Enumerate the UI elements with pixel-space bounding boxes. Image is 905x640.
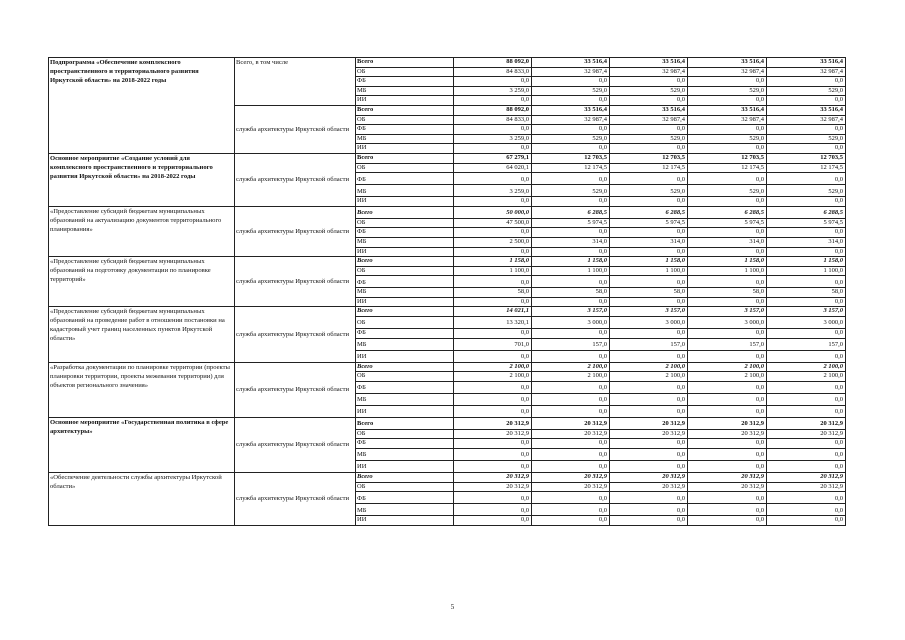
amount-cell: 0,0	[688, 77, 767, 87]
funding-source-cell: МБ	[356, 237, 454, 247]
executor-cell: служба архитектуры Иркутской области	[235, 362, 356, 417]
amount-cell: 0,0	[532, 144, 610, 154]
amount-cell: 12 174,5	[610, 163, 688, 173]
amount-cell: 1 158,0	[767, 257, 846, 267]
amount-cell: 0,0	[688, 276, 767, 288]
amount-cell: 0,0	[767, 228, 846, 238]
amount-cell: 3 157,0	[767, 307, 846, 317]
table-row	[49, 417, 846, 429]
amount-cell: 0,0	[688, 350, 767, 362]
amount-cell: 33 516,4	[532, 58, 610, 68]
funding-source-cell: ФБ	[356, 173, 454, 185]
amount-cell: 0,0	[532, 381, 610, 393]
amount-cell: 0,0	[610, 125, 688, 135]
amount-cell: 20 312,9	[688, 473, 767, 483]
amount-cell: 0,0	[688, 449, 767, 461]
executor-cell: служба архитектуры Иркутской области	[235, 473, 356, 526]
amount-cell: 0,0	[767, 504, 846, 516]
executor-cell: служба архитектуры Иркутской области	[235, 257, 356, 307]
amount-cell: 14 021,1	[454, 307, 532, 317]
amount-cell: 157,0	[610, 338, 688, 350]
amount-cell: 0,0	[454, 197, 532, 207]
funding-source-cell: ИИ	[356, 405, 454, 417]
amount-cell: 33 516,4	[688, 58, 767, 68]
amount-cell: 0,0	[610, 96, 688, 106]
activity-name: «Предоставление субсидий бюджетам муниципальных образований на проведение работ в отношении постановки на кадастровый учет границ населенных пунктов Иркутской области»	[49, 307, 235, 362]
amount-cell: 0,0	[454, 173, 532, 185]
amount-cell: 32 987,4	[688, 67, 767, 77]
amount-cell: 0,0	[767, 439, 846, 449]
table-row	[49, 362, 846, 372]
amount-cell: 20 312,9	[532, 473, 610, 483]
amount-cell: 529,0	[767, 185, 846, 197]
amount-cell: 0,0	[454, 449, 532, 461]
amount-cell: 0,0	[767, 329, 846, 339]
amount-cell: 6 288,5	[610, 206, 688, 218]
amount-cell: 32 987,4	[688, 115, 767, 125]
amount-cell: 20 312,9	[532, 482, 610, 492]
amount-cell: 0,0	[767, 381, 846, 393]
amount-cell: 0,0	[532, 77, 610, 87]
amount-cell: 0,0	[767, 247, 846, 257]
amount-cell: 0,0	[767, 449, 846, 461]
amount-cell: 3 000,0	[532, 317, 610, 329]
amount-cell: 2 100,0	[454, 362, 532, 372]
amount-cell: 3 157,0	[688, 307, 767, 317]
amount-cell: 314,0	[532, 237, 610, 247]
funding-source-cell: ОБ	[356, 115, 454, 125]
amount-cell: 0,0	[767, 96, 846, 106]
funding-source-cell: ФБ	[356, 439, 454, 449]
amount-cell: 5 974,5	[688, 218, 767, 228]
amount-cell: 1 100,0	[688, 266, 767, 276]
funding-source-cell: Всего	[356, 362, 454, 372]
funding-source-cell: ИИ	[356, 350, 454, 362]
amount-cell: 0,0	[532, 350, 610, 362]
amount-cell: 0,0	[454, 96, 532, 106]
activity-name: Подпрограмма «Обеспечение комплексного пространственного и территориального развития Иркутской области» на 2018-2022 годы	[49, 58, 235, 154]
amount-cell: 529,0	[610, 134, 688, 144]
amount-cell: 0,0	[688, 144, 767, 154]
amount-cell: 0,0	[767, 77, 846, 87]
amount-cell: 157,0	[532, 338, 610, 350]
funding-source-cell: МБ	[356, 449, 454, 461]
funding-source-cell: Всего	[356, 206, 454, 218]
amount-cell: 0,0	[767, 125, 846, 135]
activity-name: Основное мероприятие «Государственная политика в сфере архитектуры»	[49, 417, 235, 472]
amount-cell: 0,0	[688, 516, 767, 526]
amount-cell: 2 100,0	[610, 362, 688, 372]
amount-cell: 0,0	[688, 96, 767, 106]
amount-cell: 84 833,0	[454, 115, 532, 125]
amount-cell: 2 100,0	[454, 372, 532, 382]
amount-cell: 1 100,0	[610, 266, 688, 276]
amount-cell: 6 288,5	[767, 206, 846, 218]
activity-name: «Предоставление субсидий бюджетам муниципальных образований на подготовку документации по планировке территорий»	[49, 257, 235, 307]
page-number: 5	[450, 603, 455, 611]
table-row	[49, 153, 846, 163]
amount-cell: 0,0	[610, 350, 688, 362]
amount-cell: 3 259,0	[454, 134, 532, 144]
amount-cell: 0,0	[767, 393, 846, 405]
amount-cell: 3 000,0	[610, 317, 688, 329]
amount-cell: 0,0	[688, 228, 767, 238]
amount-cell: 2 100,0	[688, 372, 767, 382]
amount-cell: 529,0	[688, 134, 767, 144]
amount-cell: 84 833,0	[454, 67, 532, 77]
amount-cell: 0,0	[454, 439, 532, 449]
amount-cell: 3 000,0	[767, 317, 846, 329]
amount-cell: 0,0	[610, 405, 688, 417]
activity-name: «Обеспечение деятельности службы архитектуры Иркутской области»	[49, 473, 235, 526]
amount-cell: 0,0	[454, 297, 532, 307]
amount-cell: 1 158,0	[610, 257, 688, 267]
amount-cell: 0,0	[454, 77, 532, 87]
amount-cell: 0,0	[610, 228, 688, 238]
amount-cell: 32 987,4	[610, 115, 688, 125]
amount-cell: 0,0	[454, 504, 532, 516]
amount-cell: 0,0	[610, 461, 688, 473]
amount-cell: 0,0	[767, 197, 846, 207]
amount-cell: 20 312,9	[532, 417, 610, 429]
amount-cell: 32 987,4	[610, 67, 688, 77]
amount-cell: 0,0	[610, 329, 688, 339]
amount-cell: 0,0	[532, 516, 610, 526]
funding-source-cell: ИИ	[356, 297, 454, 307]
amount-cell: 0,0	[454, 405, 532, 417]
amount-cell: 0,0	[767, 297, 846, 307]
amount-cell: 0,0	[688, 439, 767, 449]
amount-cell: 1 100,0	[454, 266, 532, 276]
amount-cell: 0,0	[532, 449, 610, 461]
amount-cell: 2 500,0	[454, 237, 532, 247]
amount-cell: 0,0	[610, 173, 688, 185]
amount-cell: 12 703,5	[767, 153, 846, 163]
amount-cell: 314,0	[767, 237, 846, 247]
amount-cell: 13 320,1	[454, 317, 532, 329]
funding-source-cell: Всего	[356, 473, 454, 483]
amount-cell: 0,0	[610, 247, 688, 257]
amount-cell: 12 703,5	[610, 153, 688, 163]
activity-name: Основное мероприятие «Создание условий для комплексного пространственного и территориального развития Иркутской области» на 2018-2022 годы	[49, 153, 235, 206]
amount-cell: 0,0	[688, 297, 767, 307]
amount-cell: 0,0	[454, 228, 532, 238]
funding-source-cell: МБ	[356, 393, 454, 405]
amount-cell: 2 100,0	[610, 372, 688, 382]
amount-cell: 0,0	[532, 96, 610, 106]
amount-cell: 20 312,9	[610, 473, 688, 483]
amount-cell: 6 288,5	[532, 206, 610, 218]
amount-cell: 0,0	[454, 276, 532, 288]
funding-source-cell: Всего	[356, 257, 454, 267]
amount-cell: 67 279,1	[454, 153, 532, 163]
amount-cell: 6 288,5	[688, 206, 767, 218]
amount-cell: 47 500,0	[454, 218, 532, 228]
amount-cell: 12 174,5	[767, 163, 846, 173]
amount-cell: 12 174,5	[532, 163, 610, 173]
amount-cell: 0,0	[688, 492, 767, 504]
amount-cell: 0,0	[767, 276, 846, 288]
budget-table-body	[49, 58, 846, 526]
amount-cell: 5 974,5	[767, 218, 846, 228]
amount-cell: 0,0	[688, 405, 767, 417]
amount-cell: 1 100,0	[532, 266, 610, 276]
amount-cell: 701,0	[454, 338, 532, 350]
amount-cell: 32 987,4	[532, 115, 610, 125]
funding-source-cell: ФБ	[356, 492, 454, 504]
funding-source-cell: ФБ	[356, 381, 454, 393]
amount-cell: 1 158,0	[454, 257, 532, 267]
amount-cell: 3 259,0	[454, 86, 532, 96]
funding-source-cell: ФБ	[356, 276, 454, 288]
amount-cell: 0,0	[532, 492, 610, 504]
amount-cell: 33 516,4	[767, 105, 846, 115]
funding-source-cell: ИИ	[356, 144, 454, 154]
executor-cell: служба архитектуры Иркутской области	[235, 206, 356, 256]
funding-source-cell: ИИ	[356, 516, 454, 526]
funding-source-cell: ОБ	[356, 266, 454, 276]
amount-cell: 0,0	[767, 405, 846, 417]
funding-source-cell: ИИ	[356, 197, 454, 207]
funding-source-cell: ИИ	[356, 461, 454, 473]
funding-source-cell: ОБ	[356, 163, 454, 173]
amount-cell: 20 312,9	[688, 417, 767, 429]
amount-cell: 314,0	[610, 237, 688, 247]
executor-cell: служба архитектуры Иркутской области	[235, 105, 356, 153]
amount-cell: 0,0	[688, 247, 767, 257]
amount-cell: 0,0	[532, 461, 610, 473]
funding-source-cell: ОБ	[356, 429, 454, 439]
amount-cell: 0,0	[532, 276, 610, 288]
funding-source-cell: Всего	[356, 153, 454, 163]
amount-cell: 529,0	[688, 185, 767, 197]
amount-cell: 20 312,9	[454, 473, 532, 483]
amount-cell: 0,0	[767, 461, 846, 473]
funding-source-cell: ОБ	[356, 482, 454, 492]
amount-cell: 58,0	[454, 288, 532, 298]
amount-cell: 1 100,0	[767, 266, 846, 276]
amount-cell: 0,0	[532, 439, 610, 449]
amount-cell: 20 312,9	[454, 417, 532, 429]
table-row	[49, 58, 846, 68]
amount-cell: 157,0	[688, 338, 767, 350]
amount-cell: 314,0	[688, 237, 767, 247]
amount-cell: 3 157,0	[532, 307, 610, 317]
amount-cell: 20 312,9	[767, 417, 846, 429]
amount-cell: 2 100,0	[767, 362, 846, 372]
funding-source-cell: МБ	[356, 86, 454, 96]
amount-cell: 20 312,9	[767, 429, 846, 439]
amount-cell: 33 516,4	[610, 58, 688, 68]
funding-source-cell: ФБ	[356, 228, 454, 238]
amount-cell: 33 516,4	[767, 58, 846, 68]
amount-cell: 1 158,0	[532, 257, 610, 267]
amount-cell: 1 158,0	[688, 257, 767, 267]
amount-cell: 2 100,0	[532, 362, 610, 372]
amount-cell: 20 312,9	[688, 429, 767, 439]
amount-cell: 0,0	[454, 381, 532, 393]
table-row	[49, 307, 846, 317]
amount-cell: 20 312,9	[610, 482, 688, 492]
funding-source-cell: ФБ	[356, 125, 454, 135]
amount-cell: 0,0	[610, 276, 688, 288]
funding-source-cell: МБ	[356, 185, 454, 197]
amount-cell: 20 312,9	[454, 482, 532, 492]
amount-cell: 5 974,5	[610, 218, 688, 228]
amount-cell: 33 516,4	[688, 105, 767, 115]
amount-cell: 20 312,9	[532, 429, 610, 439]
amount-cell: 0,0	[454, 492, 532, 504]
amount-cell: 0,0	[610, 516, 688, 526]
amount-cell: 529,0	[610, 185, 688, 197]
table-row	[49, 473, 846, 483]
funding-source-cell: ИИ	[356, 247, 454, 257]
amount-cell: 0,0	[454, 393, 532, 405]
amount-cell: 0,0	[610, 197, 688, 207]
amount-cell: 20 312,9	[610, 429, 688, 439]
amount-cell: 33 516,4	[532, 105, 610, 115]
amount-cell: 58,0	[610, 288, 688, 298]
amount-cell: 20 312,9	[767, 473, 846, 483]
amount-cell: 0,0	[610, 381, 688, 393]
funding-source-cell: Всего	[356, 417, 454, 429]
funding-source-cell: Всего	[356, 58, 454, 68]
amount-cell: 0,0	[454, 144, 532, 154]
amount-cell: 20 312,9	[610, 417, 688, 429]
amount-cell: 0,0	[610, 492, 688, 504]
amount-cell: 0,0	[610, 504, 688, 516]
amount-cell: 12 703,5	[688, 153, 767, 163]
amount-cell: 3 000,0	[688, 317, 767, 329]
amount-cell: 3 259,0	[454, 185, 532, 197]
amount-cell: 0,0	[688, 393, 767, 405]
amount-cell: 529,0	[767, 86, 846, 96]
amount-cell: 3 157,0	[610, 307, 688, 317]
amount-cell: 0,0	[532, 504, 610, 516]
amount-cell: 529,0	[688, 86, 767, 96]
amount-cell: 0,0	[532, 125, 610, 135]
amount-cell: 12 174,5	[688, 163, 767, 173]
funding-source-cell: Всего	[356, 105, 454, 115]
amount-cell: 2 100,0	[532, 372, 610, 382]
amount-cell: 0,0	[610, 297, 688, 307]
amount-cell: 50 000,0	[454, 206, 532, 218]
amount-cell: 0,0	[610, 77, 688, 87]
amount-cell: 20 312,9	[688, 482, 767, 492]
activity-name: «Предоставление субсидий бюджетам муниципальных образований на актуализацию документов территориального планирования»	[49, 206, 235, 256]
funding-source-cell: ОБ	[356, 67, 454, 77]
amount-cell: 529,0	[532, 86, 610, 96]
amount-cell: 529,0	[767, 134, 846, 144]
amount-cell: 32 987,4	[767, 115, 846, 125]
amount-cell: 0,0	[532, 247, 610, 257]
funding-source-cell: МБ	[356, 338, 454, 350]
amount-cell: 0,0	[454, 329, 532, 339]
amount-cell: 529,0	[532, 185, 610, 197]
amount-cell: 20 312,9	[767, 482, 846, 492]
amount-cell: 12 703,5	[532, 153, 610, 163]
executor-cell: служба архитектуры Иркутской области	[235, 153, 356, 206]
amount-cell: 88 092,0	[454, 58, 532, 68]
amount-cell: 0,0	[610, 439, 688, 449]
amount-cell: 0,0	[454, 461, 532, 473]
amount-cell: 0,0	[532, 297, 610, 307]
amount-cell: 0,0	[454, 350, 532, 362]
amount-cell: 0,0	[767, 516, 846, 526]
amount-cell: 0,0	[532, 329, 610, 339]
executor-cell: служба архитектуры Иркутской области	[235, 417, 356, 472]
amount-cell: 0,0	[454, 247, 532, 257]
funding-source-cell: ФБ	[356, 329, 454, 339]
amount-cell: 2 100,0	[688, 362, 767, 372]
amount-cell: 0,0	[532, 173, 610, 185]
amount-cell: 0,0	[688, 329, 767, 339]
funding-source-cell: Всего	[356, 307, 454, 317]
funding-source-cell: ОБ	[356, 317, 454, 329]
amount-cell: 58,0	[767, 288, 846, 298]
amount-cell: 0,0	[532, 228, 610, 238]
amount-cell: 2 100,0	[767, 372, 846, 382]
amount-cell: 0,0	[688, 173, 767, 185]
funding-source-cell: ОБ	[356, 372, 454, 382]
amount-cell: 0,0	[688, 381, 767, 393]
amount-cell: 32 987,4	[767, 67, 846, 77]
funding-source-cell: ФБ	[356, 77, 454, 87]
amount-cell: 0,0	[610, 144, 688, 154]
table-row	[49, 206, 846, 218]
amount-cell: 0,0	[610, 449, 688, 461]
amount-cell: 58,0	[688, 288, 767, 298]
executor-cell: Всего, в том числе	[235, 58, 356, 106]
amount-cell: 157,0	[767, 338, 846, 350]
amount-cell: 5 974,5	[532, 218, 610, 228]
amount-cell: 0,0	[767, 173, 846, 185]
amount-cell: 0,0	[454, 516, 532, 526]
amount-cell: 0,0	[767, 144, 846, 154]
funding-source-cell: ИИ	[356, 96, 454, 106]
amount-cell: 88 092,0	[454, 105, 532, 115]
amount-cell: 64 020,1	[454, 163, 532, 173]
funding-source-cell: МБ	[356, 288, 454, 298]
amount-cell: 0,0	[688, 125, 767, 135]
amount-cell: 33 516,4	[610, 105, 688, 115]
activity-name: «Разработка документации по планировке территории (проекты планировки территории, проекты межевания территории) для объектов регионального значения»	[49, 362, 235, 417]
amount-cell: 0,0	[532, 197, 610, 207]
amount-cell: 0,0	[688, 504, 767, 516]
amount-cell: 0,0	[767, 350, 846, 362]
amount-cell: 20 312,9	[454, 429, 532, 439]
amount-cell: 0,0	[610, 393, 688, 405]
table-row	[49, 257, 846, 267]
amount-cell: 0,0	[688, 197, 767, 207]
amount-cell: 0,0	[532, 393, 610, 405]
funding-source-cell: МБ	[356, 134, 454, 144]
amount-cell: 0,0	[532, 405, 610, 417]
amount-cell: 0,0	[454, 125, 532, 135]
executor-cell: служба архитектуры Иркутской области	[235, 307, 356, 362]
amount-cell: 0,0	[767, 492, 846, 504]
amount-cell: 529,0	[532, 134, 610, 144]
amount-cell: 58,0	[532, 288, 610, 298]
funding-source-cell: ОБ	[356, 218, 454, 228]
amount-cell: 0,0	[688, 461, 767, 473]
budget-table	[48, 57, 846, 526]
amount-cell: 32 987,4	[532, 67, 610, 77]
amount-cell: 529,0	[610, 86, 688, 96]
funding-source-cell: МБ	[356, 504, 454, 516]
